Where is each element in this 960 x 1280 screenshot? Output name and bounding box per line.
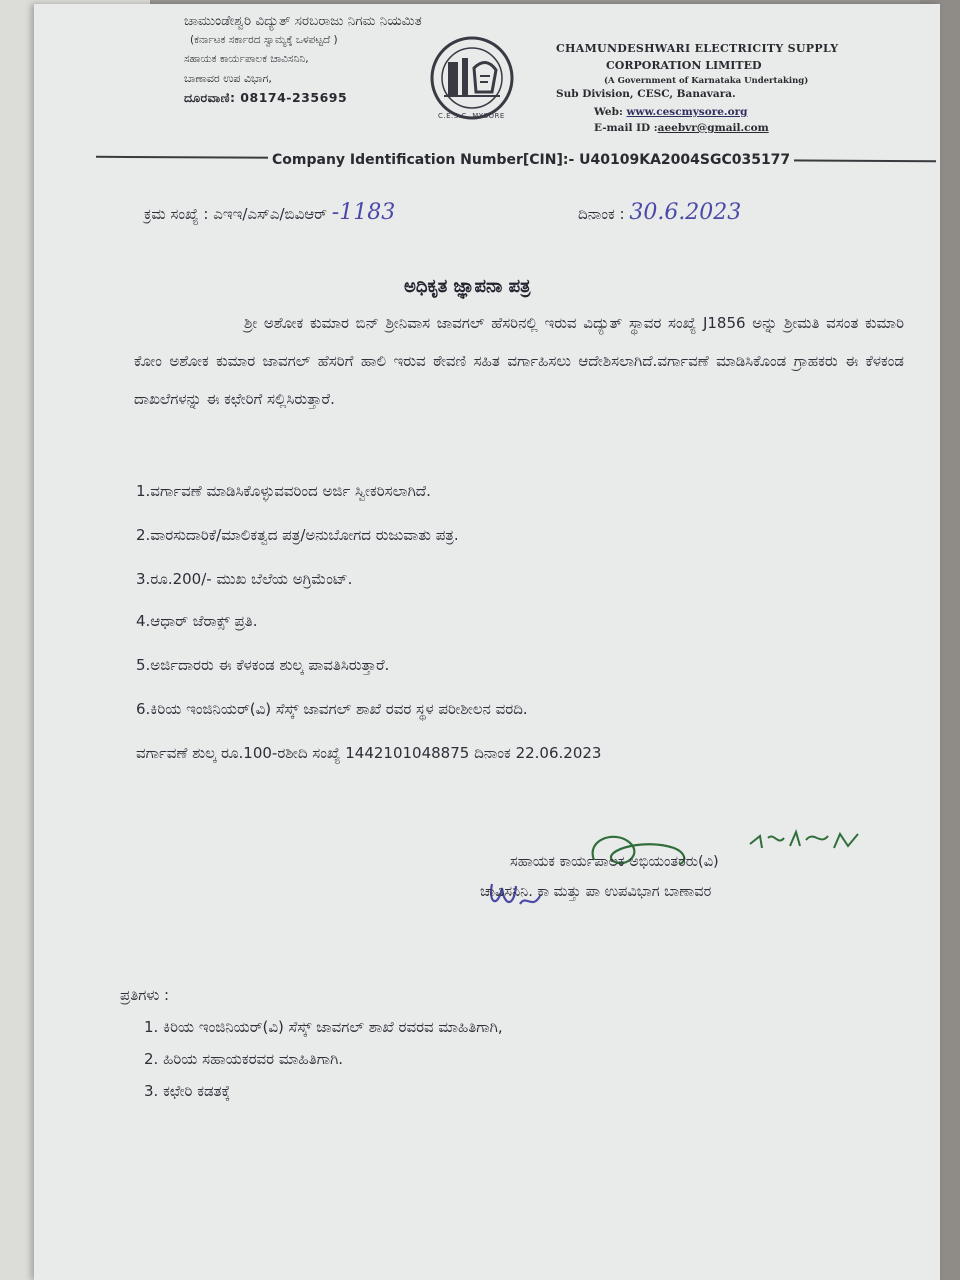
handwritten-signature-date-icon <box>744 826 864 856</box>
handwritten-date: 30.6.2023 <box>629 200 742 225</box>
reference-label: ಕ್ರಮ ಸಂಖ್ಯೆ : ಎಇಇ/ಎಸ್ಎ/ಬಿವಿಆರ್ <box>144 205 327 223</box>
website-line <box>556 106 838 118</box>
kannada-company-name: ಚಾಮುಂಡೇಶ್ವರಿ ವಿದ್ಯುತ್ ಸರಬರಾಜು ನಿಗಮ ನಿಯಮಿತ <box>184 13 422 29</box>
document-item: 1.ವರ್ಗಾವಣೆ ಮಾಡಿಸಿಕೊಳ್ಳುವವರಿಂದ ಅರ್ಜಿ ಸ್ವೀಕರಿಸಲಾಗಿದೆ. <box>136 482 431 500</box>
website-link[interactable]: www.cescmysore.org <box>626 106 748 118</box>
fee-receipt-line: ವರ್ಗಾವಣೆ ಶುಲ್ಕ ರೂ.100-ರಶೀದಿ ಸಂಖ್ಯೆ 1442101048875 ದಿನಾಂಕ 22.06.2023 <box>136 744 602 762</box>
email-label: E-mail ID : <box>594 122 658 134</box>
kannada-office: ಸಹಾಯಕ ಕಾರ್ಯಪಾಲಕ ಚಾವಿಸನಿನಿ, <box>184 53 309 65</box>
letter-page <box>34 4 940 1280</box>
signatory-title: ಸಹಾಯಕ ಕಾರ್ಯಪಾಲಕ ಅಭಿಯಂತರರು(ವಿ) <box>510 854 719 870</box>
kannada-phone: ದೂರವಾಣಿ: 08174-235695 <box>184 90 348 105</box>
copy-recipient: 1. ಕಿರಿಯ ಇಂಜಿನಿಯರ್(ವಿ) ಸೆಸ್ಕ್ ಜಾವಗಲ್ ಶಾಖೆ ರವರವ ಮಾಹಿತಿಗಾಗಿ, <box>144 1018 503 1036</box>
document-item: 6.ಕಿರಿಯ ಇಂಜಿನಿಯರ್(ವಿ) ಸೆಸ್ಕ್ ಜಾವಗಲ್ ಶಾಖೆ ರವರ ಸ್ಥಳ ಪರೀಶೀಲನ ವರದಿ. <box>136 700 528 718</box>
email-line <box>556 122 838 134</box>
document-item: 3.ರೂ.200/- ಮುಖ ಬೆಲೆಯ ಅಗ್ರಿಮೆಂಟ್. <box>136 570 353 588</box>
cesc-logo-icon <box>426 32 518 124</box>
web-label: Web: <box>594 106 623 118</box>
copies-heading: ಪ್ರತಿಗಳು : <box>120 986 170 1004</box>
document-title: ಅಧಿಕೃತ ಜ್ಞಾಪನಾ ಪತ್ರ <box>404 276 531 297</box>
signatory-office: ಚಾವಿಸನಿನಿ. ಕಾ ಮತ್ತು ಪಾ ಉಪವಿಭಾಗ ಬಾಣಾವರ <box>480 884 712 900</box>
english-undertaking: (A Government of Karnataka Undertaking) <box>604 76 809 86</box>
letter-date <box>578 200 741 225</box>
kannada-subdivision: ಬಾಣಾವರ ಉಪ ವಿಭಾಗ, <box>184 72 272 85</box>
date-label: ದಿನಾಂಕ : <box>578 205 625 223</box>
document-item: 2.ವಾರಸುದಾರಿಕೆ/ಮಾಲಿಕತ್ವದ ಪತ್ರ/ಅನುಬೋಗದ ರುಜುವಾತು ಪತ್ರ. <box>136 526 459 544</box>
email-link[interactable]: aeebvr@gmail.com <box>657 122 769 134</box>
copy-recipient: 3. ಕಛೇರಿ ಕಡತಕ್ಕೆ <box>144 1082 231 1100</box>
english-subdivision: Sub Division, CESC, Banavara. <box>556 88 736 100</box>
letterhead-english <box>556 42 838 134</box>
english-company-name-1: CHAMUNDESHWARI ELECTRICITY SUPPLY <box>556 42 839 55</box>
document-item: 5.ಅರ್ಜಿದಾರರು ಈ ಕೆಳಕಂಡ ಶುಲ್ಕ ಪಾವತಿಸಿರುತ್ತಾರೆ. <box>136 656 390 674</box>
logo-caption: C.E.S.C. MYSORE <box>438 112 505 120</box>
body-paragraph <box>134 304 904 418</box>
english-company-name-2: CORPORATION LIMITED <box>606 59 762 72</box>
document-item: 4.ಆಧಾರ್ ಜೆರಾಕ್ಸ್ ಪ್ರತಿ. <box>136 612 258 630</box>
reference-number <box>144 200 395 225</box>
cin-number: Company Identification Number[CIN]:- U40109KA2004SGC035177 <box>268 152 794 168</box>
letterhead-kannada <box>184 12 422 107</box>
body-text: ಶ್ರೀ ಅಶೋಕ ಕುಮಾರ ಬಿನ್ ಶ್ರೀನಿವಾಸ ಜಾವಗಲ್ ಹೆಸರಿನಲ್ಲಿ ಇರುವ ವಿದ್ಯುತ್ ಸ್ಥಾವರ ಸಂಖ್ಯೆ J1856 ಅನ್ನು ಶ್ರೀಮತಿ ವಸಂತ ಕುಮಾರಿ ಕೋಂ ಅಶೋಕ ಕುಮಾರ ಜಾವಗಲ್ ಹೆಸರಿಗೆ ಹಾಲಿ ಇರುವ ಠೇವಣಿ ಸಹಿತ ವರ್ಗಾಹಿಸಲು ಆದೇಶಿಸಲಾಗಿದೆ.ವರ್ಗಾವಣೆ ಮಾಡಿಸಿಕೊಂಡ ಗ್ರಾಹಕರು ಈ ಕೆಳಕಂಡ ದಾಖಲೆಗಳನ್ನು ಈ ಕಛೇರಿಗೆ ಸಲ್ಲಿಸಿರುತ್ತಾರೆ. <box>134 314 904 408</box>
kannada-undertaking: (ಕರ್ನಾಟಕ ಸರ್ಕಾರದ ಸ್ವಾಮ್ಯಕ್ಕೆ ಒಳಪಟ್ಟದೆ ) <box>190 34 338 46</box>
reference-handwritten-number: -1183 <box>331 200 396 225</box>
copy-recipient: 2. ಹಿರಿಯ ಸಹಾಯಕರವರ ಮಾಹಿತಿಗಾಗಿ. <box>144 1050 344 1068</box>
